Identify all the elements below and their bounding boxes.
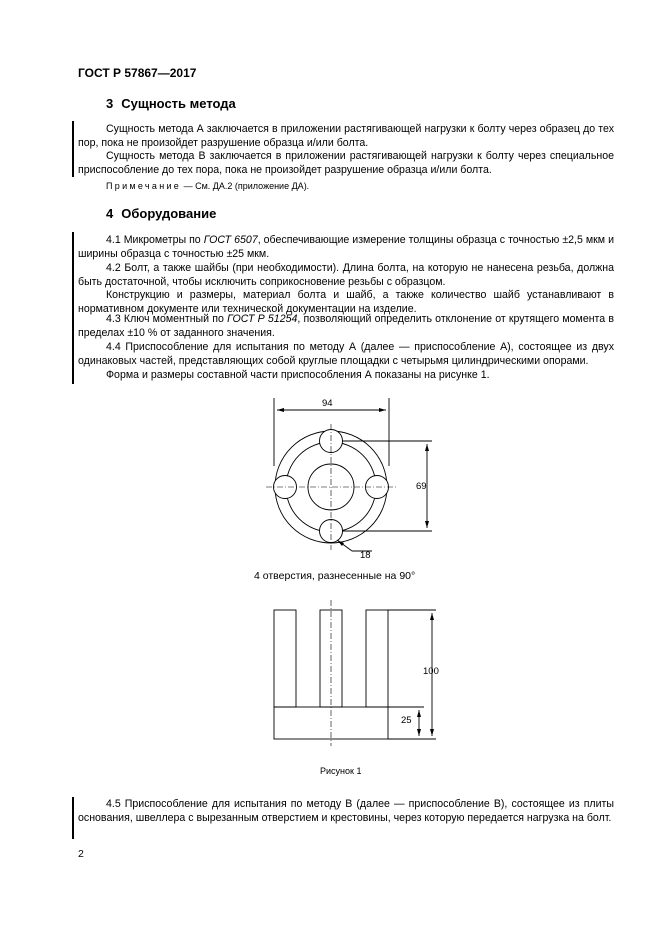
arrow (425, 444, 429, 451)
dimension-total-height: 100 (423, 666, 439, 677)
section-title: Оборудование (121, 206, 217, 221)
section-title: Сущность метода (121, 96, 236, 111)
arrow (425, 521, 429, 528)
paragraph: Сущность метода В заключается в приложении растягивающей нагрузки к болту через специальное приспособление до тех пора, пока не произойдет разрушение образца и/или болта. (78, 150, 614, 176)
change-bar (72, 797, 74, 839)
support-post (366, 610, 388, 707)
dimension-base: 25 (401, 715, 412, 726)
paragraph-4-3: 4.3 Ключ моментный по ГОСТ Р 51254, позволяющий определить отклонение от крутящего момента в пределах ±10 % от заданного значения. (78, 313, 614, 339)
figure-caption: Рисунок 1 (320, 766, 362, 776)
paragraph-4-4: 4.4 Приспособление для испытания по методу А (далее — приспособление А), состоящее из двух одинаковых частей, представляющих собой круглые площадки с четырьмя цилиндрическими опорами. (78, 341, 614, 367)
paragraph-4-2: 4.2 Болт, а также шайбы (при необходимости). Длина болта, на которую не нанесена резьба, должна быть достаточной, чтобы исключить соприкосновение резьбы с образцом. (78, 262, 614, 288)
holes-caption: 4 отверстия, разнесенные на 90° (254, 570, 416, 582)
paragraph-4-4-cont: Форма и размеры составной части приспособления А показаны на рисунке 1. (106, 369, 490, 381)
dimension-height: 69 (416, 481, 427, 492)
note-text: — См. ДА.2 (приложение ДА). (183, 181, 310, 191)
note-label: Примечание (106, 181, 182, 191)
standard-reference: ГОСТ Р 51254 (227, 313, 298, 325)
arrow (430, 613, 434, 620)
section-number: 4 (106, 206, 114, 221)
paragraph-4-5: 4.5 Приспособление для испытания по методу В (далее — приспособление В), состоящее из плиты основания, швеллера с вырезанным отверстием и крестовины, через которую передается нагрузка на болт. (78, 798, 614, 824)
page-number: 2 (78, 848, 84, 860)
standard-reference: ГОСТ 6507 (203, 234, 258, 246)
support-post (274, 610, 296, 707)
arrow (379, 408, 386, 412)
arrow (277, 408, 284, 412)
document-header: ГОСТ Р 57867—2017 (78, 66, 197, 80)
section-number: 3 (106, 96, 114, 111)
dimension-hole: 18 (360, 550, 371, 561)
paragraph-4-2-cont: Конструкцию и размеры, материал болта и шайб, а также количество шайб устанавливают в нормативном документе или технической документации на изделие. (78, 289, 614, 315)
arrow (430, 729, 434, 736)
arrow (417, 729, 421, 736)
paragraph-4-1: 4.1 Микрометры по ГОСТ 6507, обеспечивающие измерение толщины образца с точностью ±2,5 мкм и ширины образца с точностью ±25 мкм. (78, 234, 615, 260)
arrow (417, 710, 421, 717)
dimension-width: 94 (322, 398, 333, 409)
paragraph: Сущность метода А заключается в приложении растягивающей нагрузки к болту через образец до тех пор, пока не произойдет разрушение образца и/или болта. (78, 123, 614, 149)
